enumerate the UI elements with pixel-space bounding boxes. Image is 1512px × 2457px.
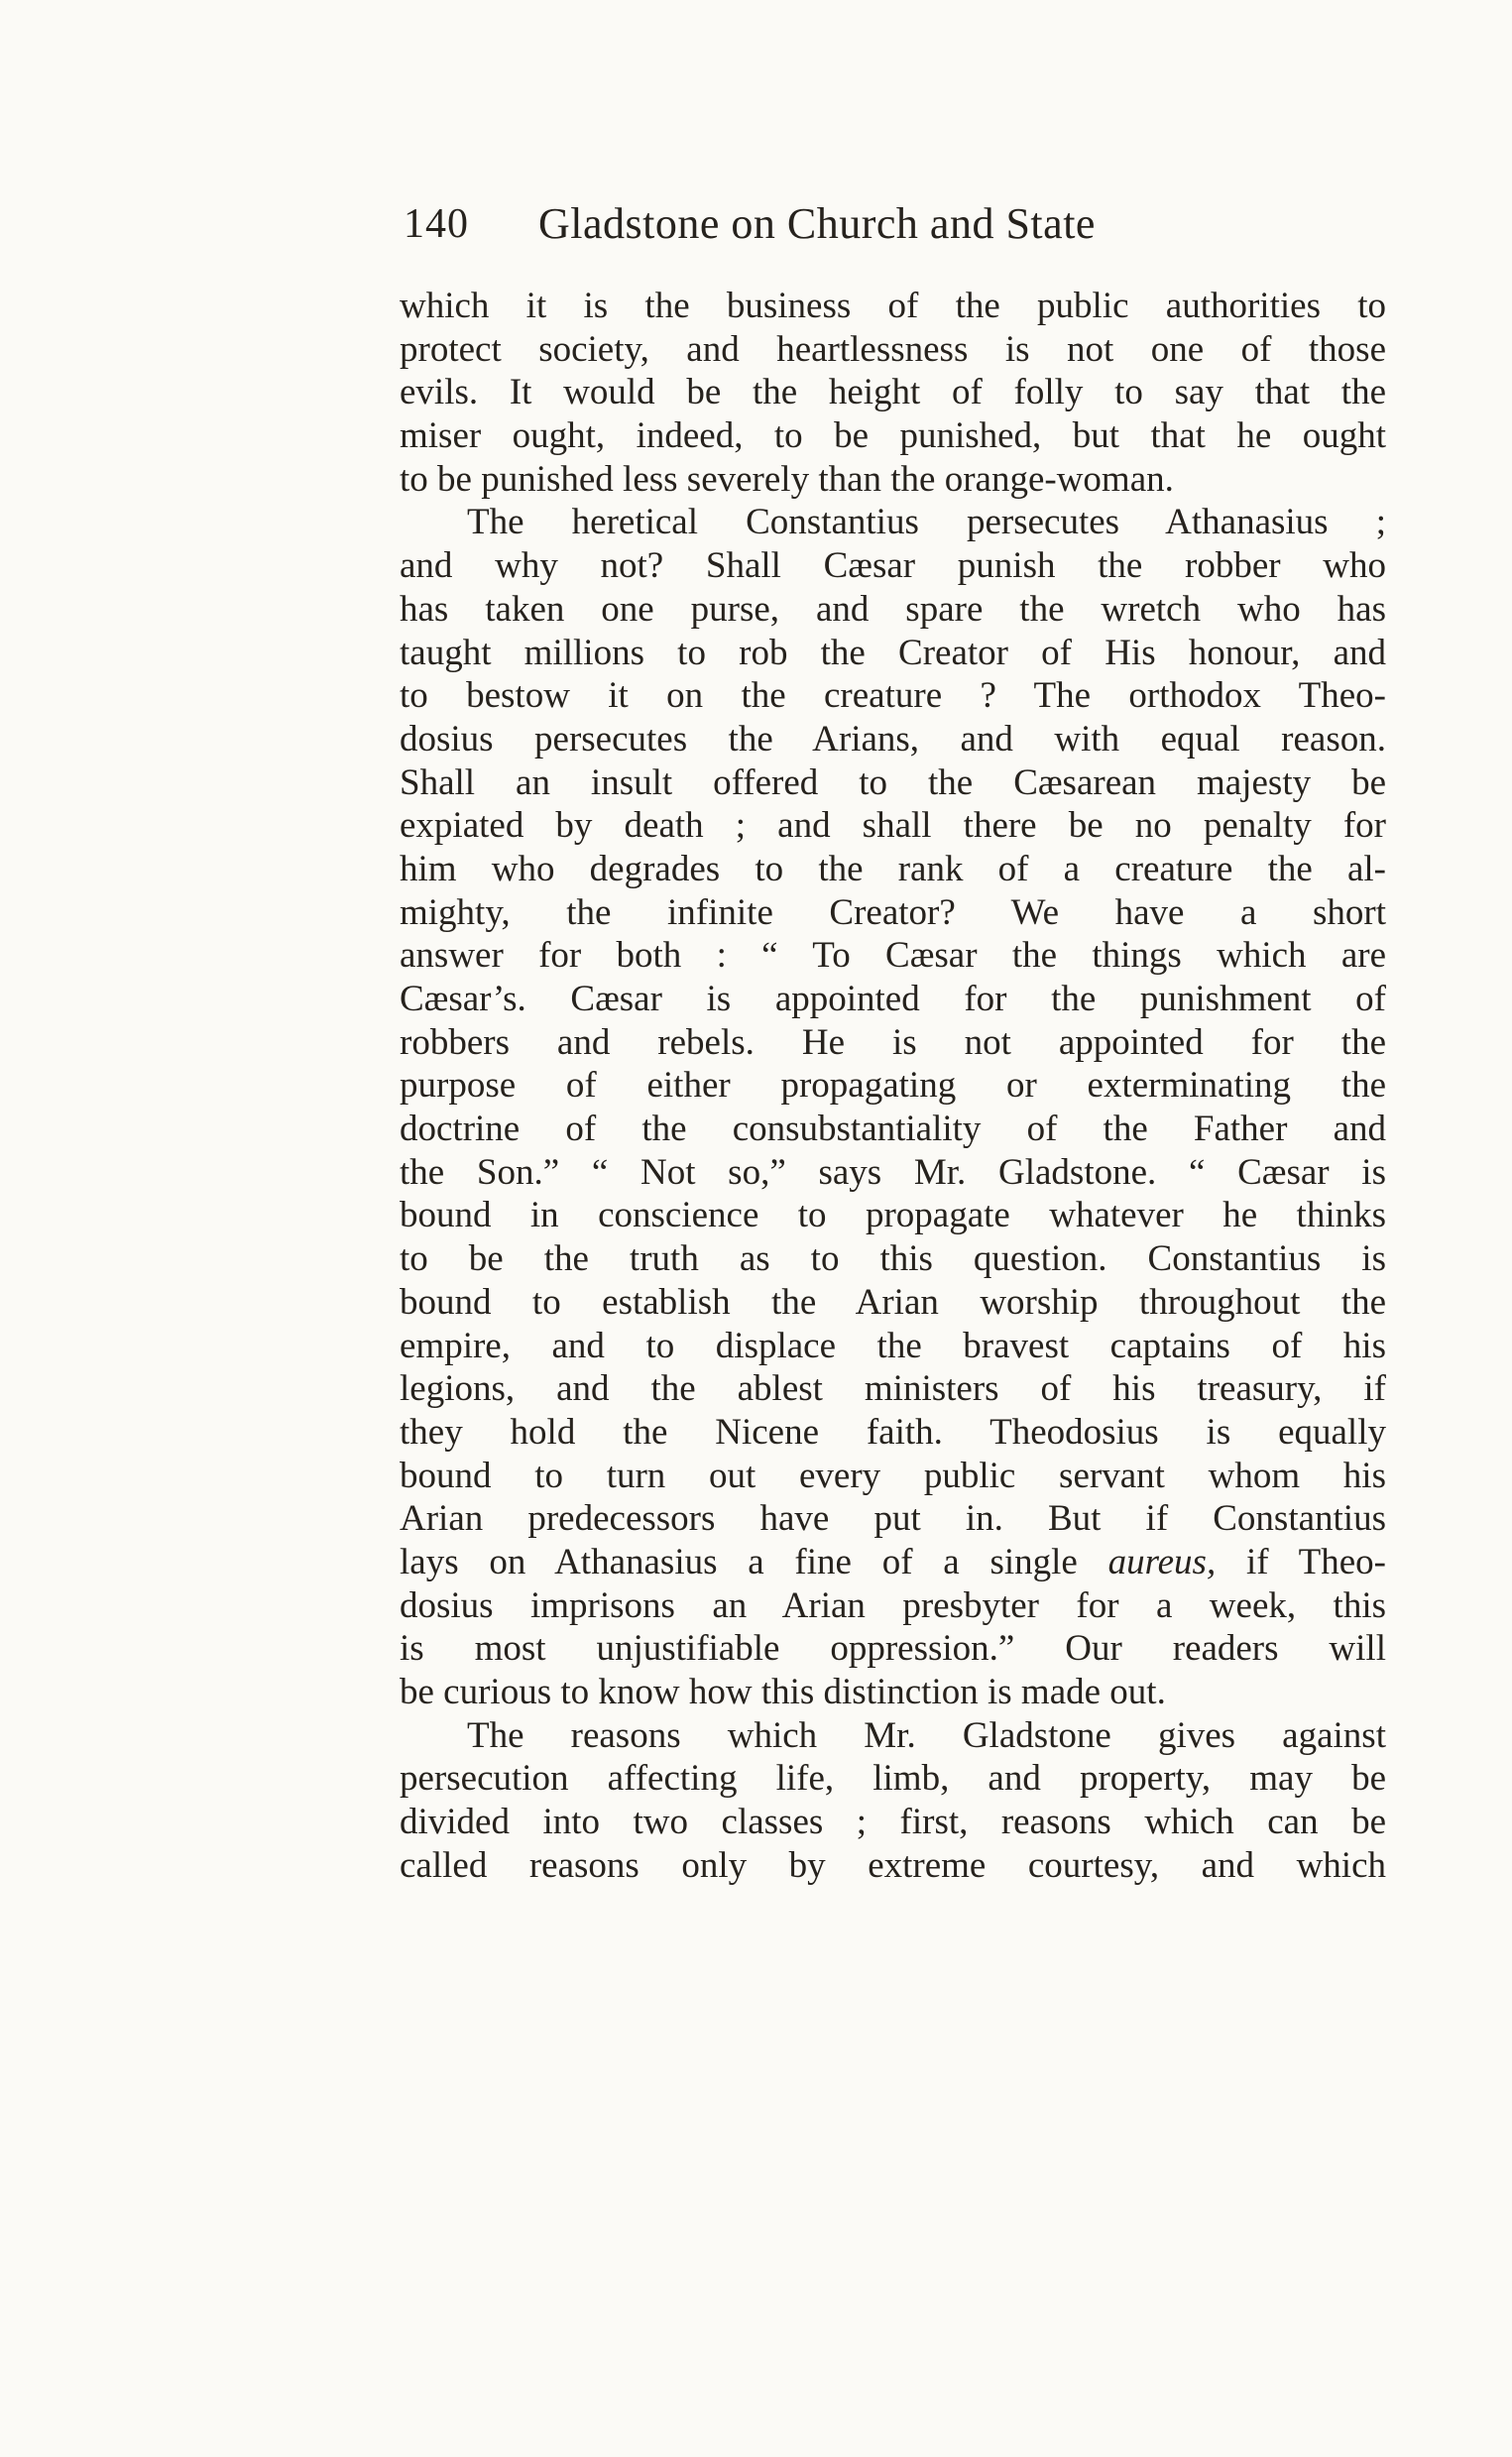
text-line: empire, and to displace the bravest captains of his xyxy=(400,1325,1386,1366)
text-line: persecution affecting life, limb, and property, may be xyxy=(400,1758,1386,1800)
page-header xyxy=(404,194,1395,254)
text-line: bound in conscience to propagate whatever he thinks xyxy=(400,1195,1386,1236)
text-line: be curious to know how this distinction is made out. xyxy=(400,1672,1166,1712)
text-line: the Son.” “ Not so,” says Mr. Gladstone. “ Cæsar is xyxy=(400,1151,1386,1193)
text-line: dosius imprisons an Arian presbyter for a week, this xyxy=(400,1584,1386,1626)
text-line: mighty, the infinite Creator? We have a short xyxy=(400,891,1386,933)
text-line: has taken one purse, and spare the wretch who has xyxy=(400,588,1386,630)
text-line: they hold the Nicene faith. Theodosius is equally xyxy=(400,1411,1386,1453)
text-line: is most unjustifiable oppression.” Our readers will xyxy=(400,1628,1386,1670)
text-line: protect society, and heartlessness is not one of those xyxy=(400,328,1386,370)
text-line: bound to establish the Arian worship throughout the xyxy=(400,1281,1386,1323)
text-line: robbers and rebels. He is not appointed for the xyxy=(400,1021,1386,1063)
text-line: legions, and the ablest ministers of his treasury, if xyxy=(400,1368,1386,1410)
line-text-before: lays on Athanasius a fine of a single xyxy=(400,1541,1108,1582)
text-line: answer for both : “ To Cæsar the things which are xyxy=(400,935,1386,977)
text-line: to be punished less severely than the orange-woman. xyxy=(400,458,1174,500)
text-line-with-italic xyxy=(400,1541,1386,1584)
italic-word-aureus: aureus, xyxy=(1107,1541,1217,1582)
text-line: expiated by death ; and shall there be no penalty for xyxy=(400,805,1386,847)
text-line: Shall an insult offered to the Cæsarean majesty be xyxy=(400,761,1386,803)
page-number: 140 xyxy=(404,201,469,247)
paragraph-start-line: The reasons which Mr. Gladstone gives against xyxy=(467,1714,1386,1756)
text-line: bound to turn out every public servant whom his xyxy=(400,1455,1386,1496)
text-line: purpose of either propagating or exterminating the xyxy=(400,1065,1386,1107)
text-line: taught millions to rob the Creator of His honour, and xyxy=(400,632,1386,673)
text-line: to bestow it on the creature ? The orthodox Theo- xyxy=(400,675,1386,717)
line-text-after: if Theo- xyxy=(1216,1541,1386,1582)
text-line: to be the truth as to this question. Constantius is xyxy=(400,1238,1386,1280)
text-line: divided into two classes ; first, reasons which can be xyxy=(400,1802,1386,1843)
text-line: dosius persecutes the Arians, and with equal reason. xyxy=(400,718,1386,760)
paragraph-start-line: The heretical Constantius persecutes Athanasius ; xyxy=(467,502,1386,543)
body-text xyxy=(400,285,1386,1887)
text-line: Arian predecessors have put in. But if Constantius xyxy=(400,1498,1386,1540)
text-line: miser ought, indeed, to be punished, but that he ought xyxy=(400,415,1386,457)
text-line: doctrine of the consubstantiality of the Father and xyxy=(400,1109,1386,1150)
text-line: which it is the business of the public authorities to xyxy=(400,286,1386,326)
text-line: and why not? Shall Cæsar punish the robber who xyxy=(400,545,1386,587)
text-line: him who degrades to the rank of a creature the al- xyxy=(400,848,1386,889)
text-line: evils. It would be the height of folly to say that the xyxy=(400,372,1386,413)
text-line: Cæsar’s. Cæsar is appointed for the punishment of xyxy=(400,979,1386,1019)
running-title: Gladstone on Church and State xyxy=(538,199,1096,248)
text-line: called reasons only by extreme courtesy, and which xyxy=(400,1844,1386,1886)
